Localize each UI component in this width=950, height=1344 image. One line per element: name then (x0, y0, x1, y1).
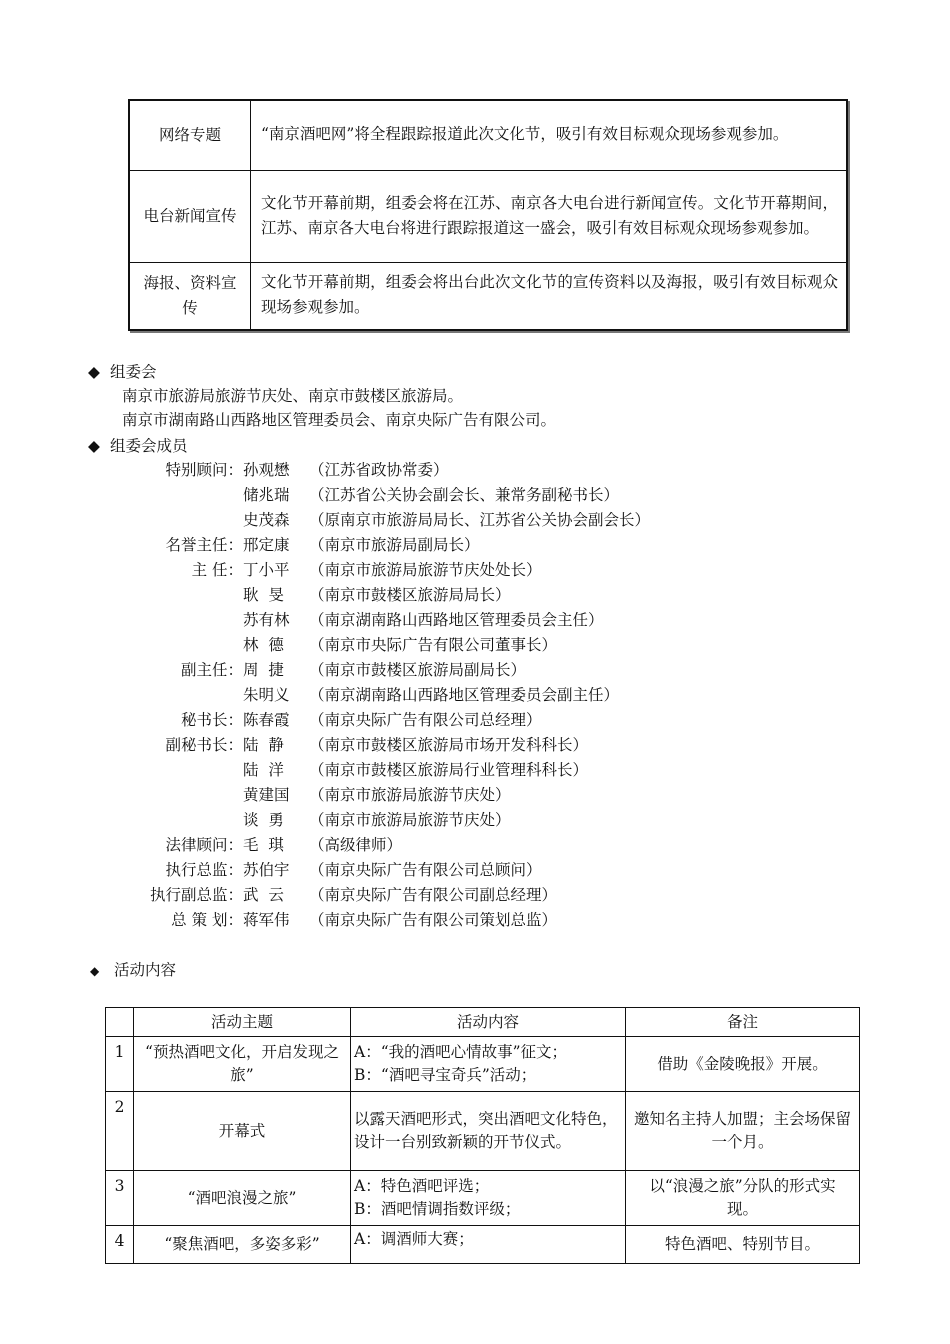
promo-value: 文化节开幕前期，组委会将在江苏、南京各大电台进行新闻宣传。文化节开幕期间，江苏、南京各大电台将进行跟踪报道这一盛会，吸引有效目标观众现场参观参加。 (251, 170, 848, 262)
member-name: 储兆瑞 (243, 486, 290, 504)
content-line: A：特色酒吧评选； (354, 1177, 490, 1195)
member-name: 武 云 (243, 886, 284, 904)
promo-key-text: 电台新闻宣传 (143, 206, 237, 225)
col-header-remark: 备注 (626, 1008, 860, 1037)
member-desc: （原南京市旅游局局长、江苏省公关协会副会长） (309, 511, 651, 529)
content-line: B：“酒吧寻宝奇兵”活动； (354, 1066, 537, 1084)
member-desc: （江苏省政协常委） (309, 461, 449, 479)
activities-table (105, 1007, 860, 1264)
member-role: 法律顾问： (165, 836, 243, 854)
member-name: 耿 旻 (243, 586, 284, 604)
diamond-bullet-icon: ◆ (90, 964, 100, 978)
col-header-content: 活动内容 (351, 1008, 626, 1037)
promotion-table (128, 99, 848, 331)
member-desc: （南京市央际广告有限公司董事长） (309, 636, 558, 654)
activity-content (351, 1037, 626, 1092)
member-name: 陆 洋 (243, 761, 284, 779)
activity-content (351, 1226, 626, 1264)
committee-line: 南京市旅游局旅游节庆处、南京市鼓楼区旅游局。 (122, 387, 464, 405)
member-role: 主 任： (191, 561, 243, 579)
activity-remark: 邀知名主持人加盟；主会场保留一个月。 (626, 1092, 860, 1171)
member-desc: （南京市鼓楼区旅游局市场开发科科长） (309, 736, 589, 754)
row-number: 2 (106, 1092, 134, 1171)
activity-content (351, 1171, 626, 1226)
member-desc: （南京市鼓楼区旅游局局长） (309, 586, 511, 604)
member-role: 执行副总监： (149, 886, 243, 904)
table-row (106, 1226, 860, 1264)
member-name: 朱明义 (243, 686, 290, 704)
col-header-no (106, 1008, 134, 1037)
member-name: 周 捷 (243, 661, 284, 679)
member-desc: （南京湖南路山西路地区管理委员会副主任） (309, 686, 620, 704)
table-row (129, 170, 847, 262)
member-name: 丁小平 (243, 561, 290, 579)
table-header-row (106, 1008, 860, 1037)
member-name: 谈 勇 (243, 811, 284, 829)
promo-key-text: 海报、资料宣传 (143, 273, 237, 317)
member-desc: （南京央际广告有限公司副总经理） (309, 886, 558, 904)
member-role: 秘书长： (180, 711, 243, 729)
member-desc: （南京央际广告有限公司总顾问） (309, 861, 542, 879)
promo-value: 文化节开幕前期，组委会将出台此次文化节的宣传资料以及海报，吸引有效目标观众现场参观参加。 (251, 262, 848, 330)
member-desc: （南京市旅游局旅游节庆处） (309, 786, 511, 804)
committee-line: 南京市湖南路山西路地区管理委员会、南京央际广告有限公司。 (122, 411, 557, 429)
member-name: 史茂森 (243, 511, 290, 529)
member-name: 陆 静 (243, 736, 284, 754)
member-desc: （南京市旅游局旅游节庆处） (309, 811, 511, 829)
member-name: 毛 琪 (243, 836, 284, 854)
activities-heading (90, 959, 176, 982)
promo-key (129, 262, 251, 330)
members-heading (88, 435, 188, 457)
member-name: 林 德 (243, 636, 284, 654)
member-role: 总 策 划： (171, 911, 243, 929)
content-line: B：酒吧情调指数评级； (354, 1200, 521, 1218)
diamond-bullet-icon: ◆ (88, 363, 100, 381)
member-name: 黄建国 (243, 786, 290, 804)
table-row (129, 262, 847, 330)
table-row (106, 1037, 860, 1092)
member-desc: （江苏省公关协会副会长、兼常务副秘书长） (309, 486, 620, 504)
activity-remark: 特色酒吧、特别节目。 (626, 1226, 860, 1264)
member-name: 蒋军伟 (243, 911, 290, 929)
table-row (106, 1171, 860, 1226)
activity-theme: 开幕式 (134, 1092, 351, 1171)
activity-content (351, 1092, 626, 1171)
members-heading-text: 组委会成员 (110, 437, 188, 455)
col-header-theme: 活动主题 (134, 1008, 351, 1037)
activity-theme: “聚焦酒吧，多姿多彩” (134, 1226, 351, 1264)
committee-heading (88, 361, 157, 383)
table-row (106, 1092, 860, 1171)
diamond-bullet-icon: ◆ (88, 437, 100, 455)
member-role: 执行总监： (165, 861, 243, 879)
activity-theme: “预热酒吧文化，开启发现之旅” (134, 1037, 351, 1092)
row-number: 4 (106, 1226, 134, 1264)
content-line: A：“我的酒吧心情故事”征文； (354, 1043, 568, 1061)
member-role: 副主任： (180, 661, 243, 679)
member-role: 特别顾问： (165, 461, 243, 479)
member-desc: （高级律师） (309, 836, 403, 854)
committee-heading-text: 组委会 (110, 363, 157, 381)
content-line: 以露天酒吧形式，突出酒吧文化特色，设计一台别致新颖的开节仪式。 (354, 1110, 618, 1151)
member-desc: （南京市鼓楼区旅游局行业管理科科长） (309, 761, 589, 779)
member-desc: （南京央际广告有限公司总经理） (309, 711, 542, 729)
row-number: 3 (106, 1171, 134, 1226)
row-number: 1 (106, 1037, 134, 1092)
member-role: 副秘书长： (165, 736, 243, 754)
member-desc: （南京市鼓楼区旅游局副局长） (309, 661, 527, 679)
member-name: 陈春霞 (243, 711, 290, 729)
promo-key: 网络专题 (129, 100, 251, 170)
member-desc: （南京湖南路山西路地区管理委员会主任） (309, 611, 604, 629)
activities-heading-text: 活动内容 (114, 961, 177, 979)
member-desc: （南京市旅游局副局长） (309, 536, 480, 554)
member-name: 邢定康 (243, 536, 290, 554)
member-desc: （南京央际广告有限公司策划总监） (309, 911, 558, 929)
activity-remark: 以“浪漫之旅”分队的形式实现。 (626, 1171, 860, 1226)
content-line: A：调酒师大赛； (354, 1230, 474, 1248)
activity-theme: “酒吧浪漫之旅” (134, 1171, 351, 1226)
promo-value: “南京酒吧网”将全程跟踪报道此次文化节，吸引有效目标观众现场参观参加。 (251, 100, 848, 170)
member-desc: （南京市旅游局旅游节庆处处长） (309, 561, 542, 579)
member-name: 孙观懋 (243, 461, 290, 479)
member-role: 名誉主任： (165, 536, 243, 554)
promo-key (129, 170, 251, 262)
member-name: 苏伯宇 (243, 861, 290, 879)
member-name: 苏有林 (243, 611, 290, 629)
activity-remark: 借助《金陵晚报》开展。 (626, 1037, 860, 1092)
table-row (129, 100, 847, 170)
